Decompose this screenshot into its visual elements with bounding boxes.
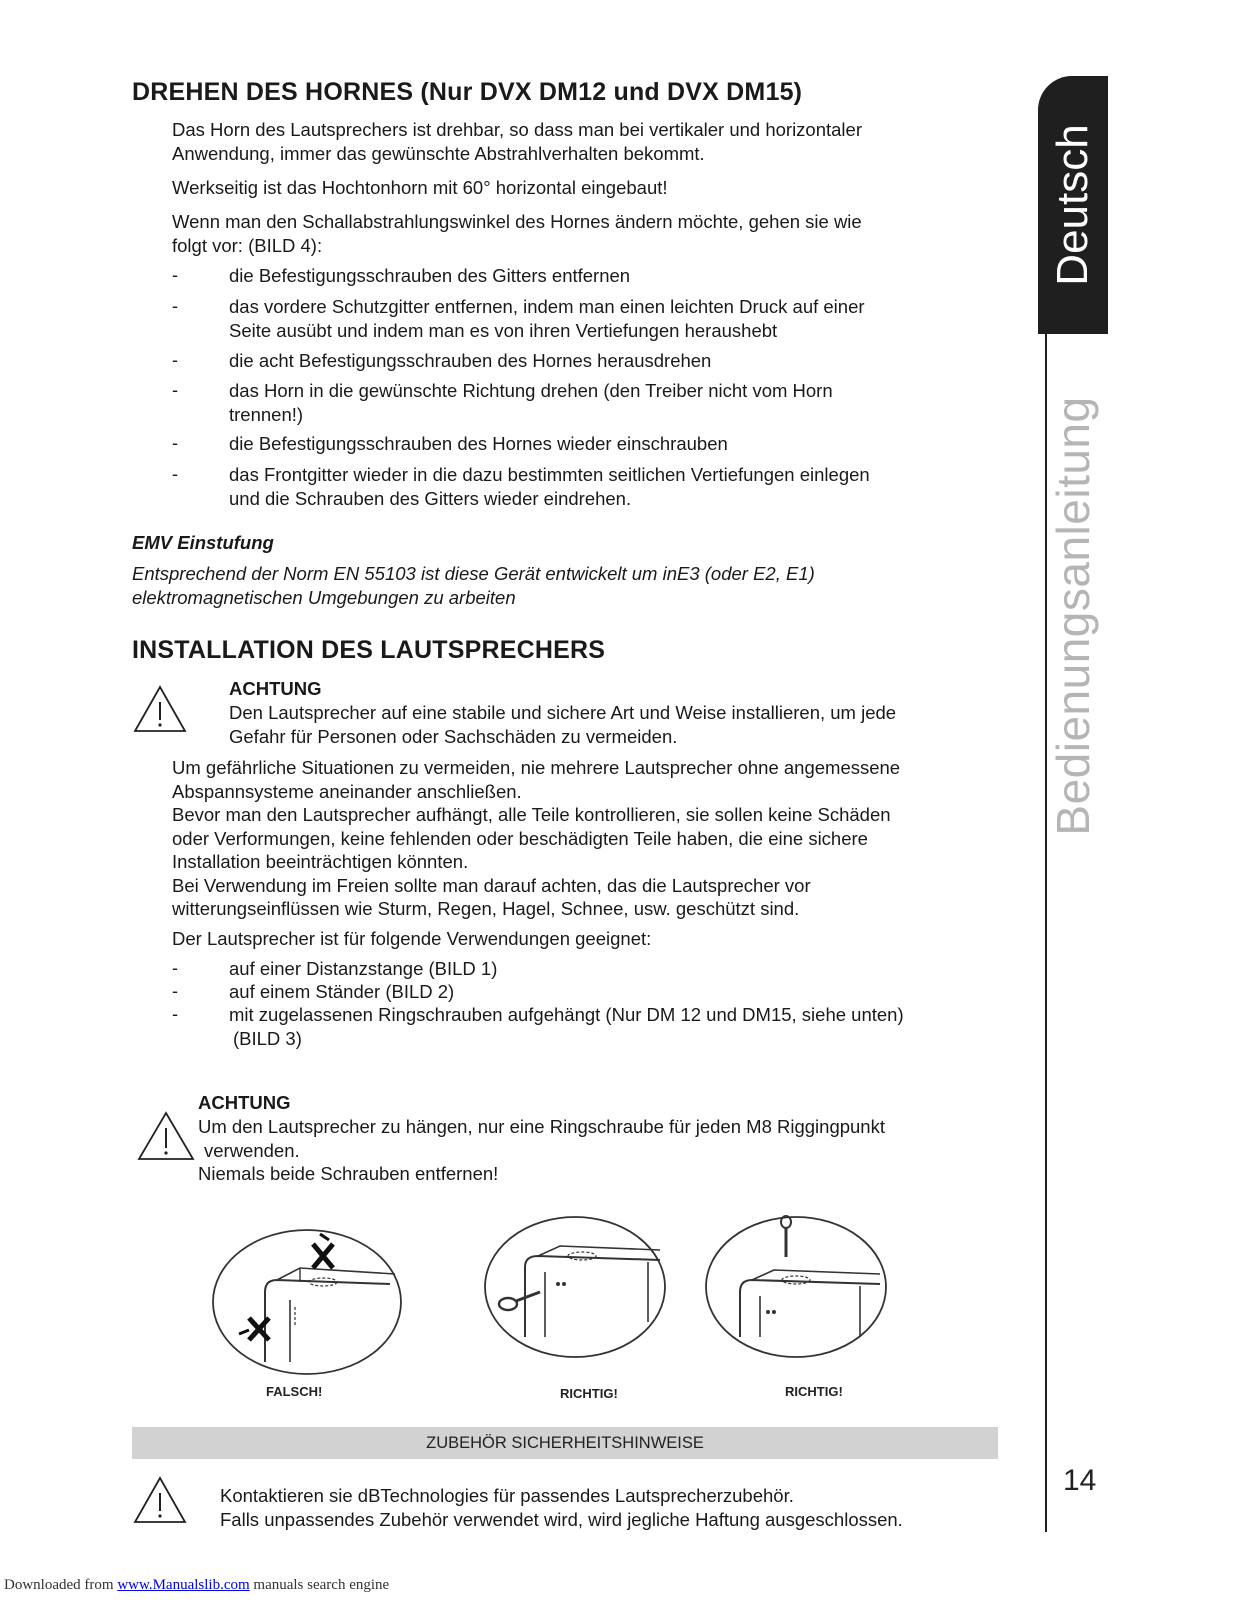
list-dash: - (172, 433, 178, 453)
figure-correct-mounting-top (700, 1212, 892, 1362)
list-item: auf einer Distanzstange (BILD 1) (229, 958, 498, 979)
list-dash: - (172, 464, 178, 484)
text-line: Falls unpassendes Zubehör verwendet wird, wird jegliche Haftung ausgeschlossen. (220, 1508, 903, 1530)
text-line: Kontaktieren sie dBTechnologies für passendes Lautsprecherzubehör. (220, 1485, 794, 1506)
list-item (229, 1003, 999, 1050)
paragraph-factory: Werkseitig ist das Hochtonhorn mit 60° horizontal eingebaut! (172, 177, 668, 198)
footer-prefix: Downloaded from (4, 1577, 118, 1593)
list-item: die Befestigungsschrauben des Gitters entfernen (229, 265, 631, 286)
warning-text (198, 1115, 978, 1186)
text-line: Seite ausübt und indem man es von ihren Vertiefungen heraushebt (229, 319, 778, 341)
text-line: trennen!) (229, 403, 304, 425)
text-line: Entsprechend der Norm EN 55103 ist diese Gerät entwickelt um inE3 (oder E2, E1) (132, 563, 815, 584)
warning-text (229, 701, 999, 748)
list-dash: - (172, 265, 178, 285)
text-line: (BILD 3) (233, 1027, 302, 1049)
accessory-section-bar (132, 1427, 998, 1459)
list-item (229, 295, 994, 342)
list-item: die acht Befestigungsschrauben des Hornes herausdrehen (229, 350, 712, 371)
figure-caption: RICHTIG! (560, 1386, 618, 1401)
language-tab-label: Deutsch (1048, 124, 1097, 286)
paragraph-horn-intro (172, 118, 994, 165)
text-line: Niemals beide Schrauben entfernen! (198, 1163, 499, 1184)
page-number: 14 (1063, 1464, 1097, 1497)
text-line: witterungseinflüssen wie Sturm, Regen, Hagel, Schnee, usw. geschützt sind. (172, 898, 800, 919)
footer-suffix: manuals search engine (249, 1577, 390, 1593)
text-line: Gefahr für Personen oder Sachschäden zu vermeiden. (229, 725, 678, 747)
text-line: mit zugelassenen Ringschrauben aufgehängt (Nur DM 12 und DM15, siehe unten) (229, 1004, 904, 1025)
text-line: Installation beeinträchtigen könnten. (172, 851, 469, 872)
figure-correct-mounting-side (480, 1212, 670, 1362)
text-line: das Frontgitter wieder in die dazu bestimmten seitlichen Vertiefungen einlegen (229, 464, 870, 485)
list-item: die Befestigungsschrauben des Hornes wieder einschrauben (229, 433, 728, 454)
text-line: elektromagnetischen Umgebungen zu arbeiten (132, 586, 516, 608)
warning-triangle-icon (132, 1475, 188, 1530)
list-dash: - (172, 350, 178, 370)
list-dash: - (172, 296, 178, 316)
uses-intro: Der Lautsprecher ist für folgende Verwendungen geeignet: (172, 928, 652, 949)
text-line: Wenn man den Schallabstrahlungswinkel des Hornes ändern möchte, gehen sie wie (172, 211, 862, 232)
text-line: Abspannsysteme aneinander anschließen. (172, 780, 522, 802)
text-line: folgt vor: (BILD 4): (172, 234, 323, 256)
warning-triangle-icon (136, 1110, 196, 1167)
emv-heading: EMV Einstufung (132, 532, 274, 553)
text-line: Bevor man den Lautsprecher aufhängt, alle Teile kontrollieren, sie sollen keine Schäden (172, 804, 891, 825)
manualslib-link[interactable]: www.Manualslib.com (117, 1577, 250, 1593)
list-dash: - (172, 1004, 178, 1024)
section-title-horn: DREHEN DES HORNES (Nur DVX DM12 und DVX DM15) (132, 78, 803, 106)
list-item: auf einem Ständer (BILD 2) (229, 981, 455, 1002)
list-dash: - (172, 981, 178, 1001)
list-dash: - (172, 380, 178, 400)
figure-wrong-mounting (205, 1222, 410, 1377)
text-line: verwenden. (204, 1139, 300, 1161)
text-line: Anwendung, immer das gewünschte Abstrahlverhalten bekommt. (172, 142, 705, 164)
figure-caption: RICHTIG! (785, 1384, 843, 1399)
text-line: das Horn in die gewünschte Richtung drehen (den Treiber nicht vom Horn (229, 380, 833, 401)
text-line: das vordere Schutzgitter entfernen, indem man einen leichten Druck auf einer (229, 296, 865, 317)
download-footer (4, 1577, 389, 1594)
warning-triangle-icon (132, 684, 188, 739)
text-line: und die Schrauben des Gitters wieder eindrehen. (229, 487, 632, 509)
list-item (229, 379, 994, 426)
list-item (229, 463, 994, 510)
text-line: Um den Lautsprecher zu hängen, nur eine Ringschraube für jeden M8 Riggingpunkt (198, 1116, 885, 1137)
warning-heading: ACHTUNG (198, 1092, 291, 1113)
warning-heading: ACHTUNG (229, 678, 322, 699)
installation-body (172, 756, 999, 921)
paragraph-procedure (172, 210, 994, 257)
manual-side-label: Bedienungsanleitung (1047, 396, 1099, 836)
text-line: Das Horn des Lautsprechers ist drehbar, so dass man bei vertikaler und horizontaler (172, 119, 862, 140)
emv-text (132, 562, 994, 609)
text-line: oder Verformungen, keine fehlenden oder beschädigten Teile haben, die eine sichere (172, 827, 868, 849)
accessory-text (220, 1484, 1000, 1531)
text-line: Den Lautsprecher auf eine stabile und sichere Art und Weise installieren, um jede (229, 702, 897, 723)
accessory-section-title: ZUBEHÖR SICHERHEITSHINWEISE (426, 1434, 704, 1452)
text-line: Um gefährliche Situationen zu vermeiden, nie mehrere Lautsprecher ohne angemessene (172, 757, 901, 778)
side-divider (1045, 334, 1047, 1532)
text-line: Bei Verwendung im Freien sollte man darauf achten, das die Lautsprecher vor (172, 874, 811, 896)
section-title-installation: INSTALLATION DES LAUTSPRECHERS (132, 636, 606, 664)
figure-caption: FALSCH! (266, 1384, 323, 1399)
list-dash: - (172, 958, 178, 978)
